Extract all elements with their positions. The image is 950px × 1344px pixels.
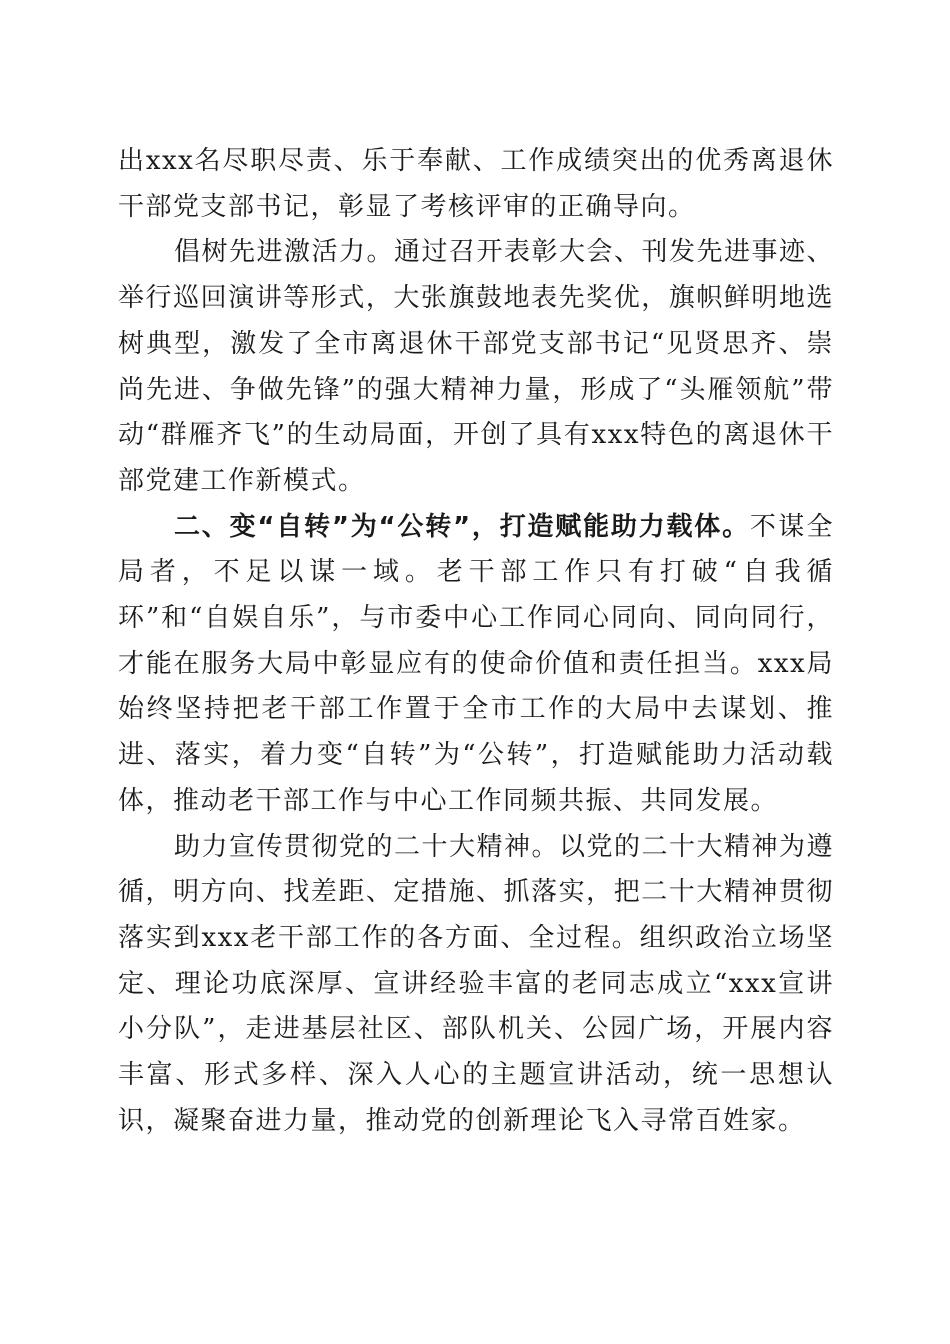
- paragraph-3-text: 不谋全局者，不足以谋一域。老干部工作只有打破“自我循环”和“自娱自乐”，与市委中心工作同心同向、同向同行，才能在服务大局中彰显应有的使命价值和责任担当。xxx局始终坚持把老干部工作置于全市工作的大局中去谋划、推进、落实，着力变“自转”为“公转”，打造赋能助力活动载体，推动老干部工作与中心工作同频共振、共同发展。: [118, 511, 834, 816]
- paragraph-4-text: 助力宣传贯彻党的二十大精神。以党的二十大精神为遵循，明方向、找差距、定措施、抓落实，把二十大精神贯彻落实到xxx老干部工作的各方面、全过程。组织政治立场坚定、理论功底深厚、宣讲经验丰富的老同志成立“xxx宣讲小分队”，走进基层社区、部队机关、公园广场，开展内容丰富、形式多样、深入人心的主题宣讲活动，统一思想认识，凝聚奋进力量，推动党的创新理论飞入寻常百姓家。: [118, 831, 835, 1136]
- paragraph-2: [118, 230, 834, 504]
- section-heading: 二、变“自转”为“公转”，打造赋能助力载体。: [174, 511, 750, 542]
- paragraph-1: [118, 139, 834, 230]
- paragraph-2-text: 倡树先进激活力。通过召开表彰大会、刊发先进事迹、举行巡回演讲等形式，大张旗鼓地表先奖优，旗帜鲜明地选树典型，激发了全市离退休干部党支部书记“见贤思齐、崇尚先进、争做先锋”的强大精神力量，形成了“头雁领航”带动“群雁齐飞”的生动局面，开创了具有xxx特色的离退休干部党建工作新模式。: [118, 237, 835, 496]
- paragraph-1-text: 出xxx名尽职尽责、乐于奉献、工作成绩突出的优秀离退休干部党支部书记，彰显了考核评审的正确导向。: [118, 146, 834, 222]
- paragraph-4: [118, 825, 834, 1145]
- paragraph-3: [118, 505, 834, 825]
- document-body: [118, 139, 834, 1144]
